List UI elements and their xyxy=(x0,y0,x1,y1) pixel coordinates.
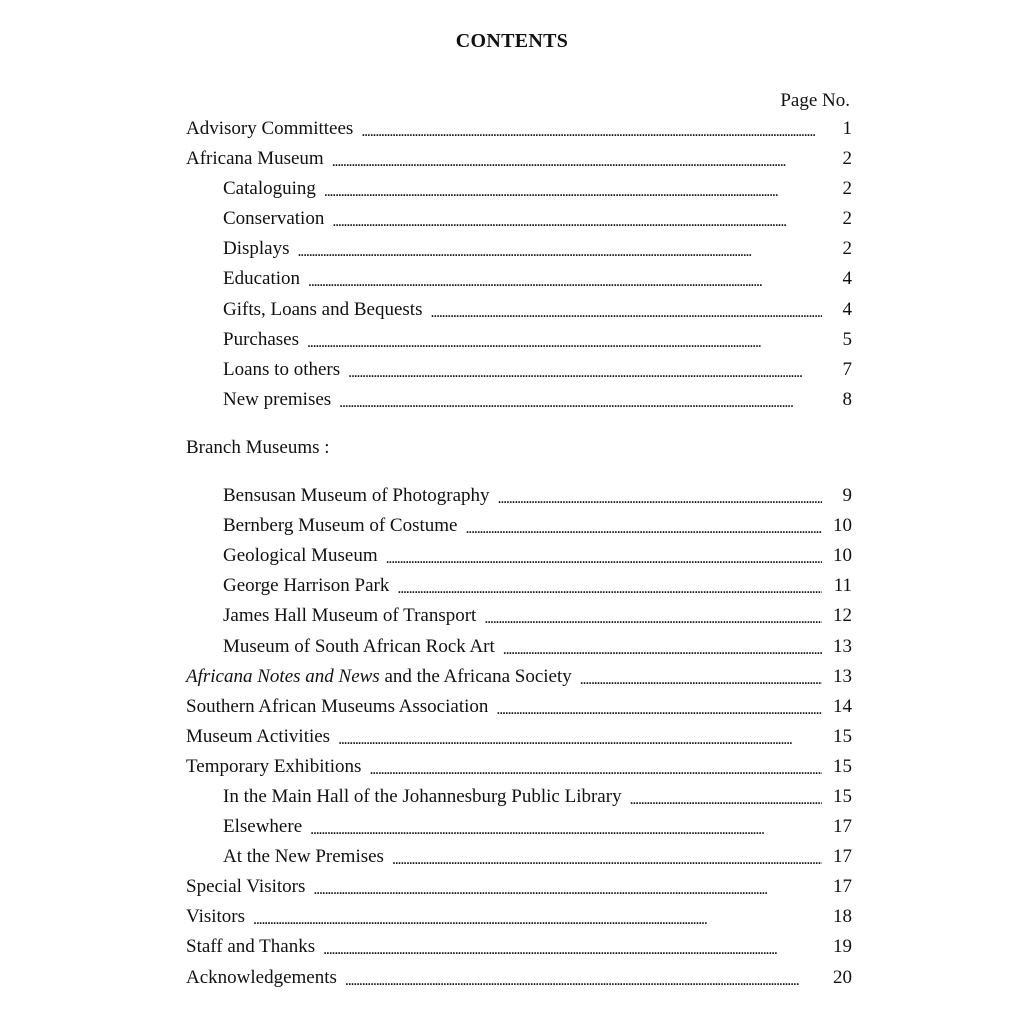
toc-entry-label: In the Main Hall of the Johannesburg Public Library xyxy=(223,785,622,807)
toc-dot-leader xyxy=(339,391,822,410)
toc-entry-label: Museum of South African Rock Art xyxy=(223,635,495,657)
toc-entry[interactable] xyxy=(186,359,852,389)
toc-section-heading-label: Branch Museums : xyxy=(186,436,330,458)
toc-entry-label: Education xyxy=(223,268,301,290)
toc-dot-leader xyxy=(313,878,822,897)
toc-entry-page: 14 xyxy=(833,695,852,717)
toc-dot-leader xyxy=(496,698,822,717)
toc-entry[interactable] xyxy=(186,786,852,816)
toc-entry-page: 13 xyxy=(833,665,852,687)
toc-entry-label: Purchases xyxy=(223,328,299,350)
toc-dot-leader xyxy=(397,577,822,596)
toc-entry-page: 17 xyxy=(833,816,852,838)
toc-entry[interactable] xyxy=(186,148,852,178)
toc-entry-page: 7 xyxy=(842,358,852,380)
toc-entry[interactable] xyxy=(186,816,852,846)
toc-dot-leader xyxy=(323,938,822,957)
toc-entry-label: George Harrison Park xyxy=(223,575,390,597)
toc-entry-page: 8 xyxy=(842,388,852,410)
toc-dot-leader xyxy=(484,607,822,626)
toc-entry-label: Cataloguing xyxy=(223,178,316,200)
toc-entry[interactable] xyxy=(186,636,852,666)
toc-entry-page: 19 xyxy=(833,936,852,958)
toc-entry-page: 9 xyxy=(842,485,852,507)
toc-entry-page: 17 xyxy=(833,846,852,868)
toc-entry[interactable] xyxy=(186,876,852,906)
toc-entry-label: Loans to others xyxy=(223,358,341,380)
toc-entry[interactable] xyxy=(186,389,852,419)
toc-entry[interactable] xyxy=(186,238,852,268)
toc-entry[interactable] xyxy=(186,299,852,329)
toc-entry-label: New premises xyxy=(223,388,332,410)
toc-entry[interactable] xyxy=(186,756,852,786)
toc-entry-page: 12 xyxy=(833,605,852,627)
toc-dot-leader xyxy=(580,668,822,687)
toc-dot-leader xyxy=(630,788,822,807)
toc-entry[interactable] xyxy=(186,515,852,545)
toc-dot-leader xyxy=(348,361,822,380)
toc-entry[interactable] xyxy=(186,178,852,208)
toc-dot-leader xyxy=(332,150,822,169)
toc-dot-leader xyxy=(361,120,822,139)
toc-entry[interactable] xyxy=(186,936,852,966)
toc-entry-label: Bensusan Museum of Photography xyxy=(223,485,490,507)
page-title: CONTENTS xyxy=(455,30,569,52)
toc-dot-leader xyxy=(310,818,822,837)
toc-entry-page: 11 xyxy=(833,575,852,597)
toc-entry-page: 20 xyxy=(833,966,852,988)
toc-entry-label: James Hall Museum of Transport xyxy=(223,605,477,627)
toc-entry-label: Visitors xyxy=(186,906,246,928)
toc-entry[interactable] xyxy=(186,696,852,726)
toc-entry[interactable] xyxy=(186,118,852,148)
toc-entry-page: 10 xyxy=(833,515,852,537)
toc-entry-page: 2 xyxy=(842,208,852,230)
toc-entry-page: 13 xyxy=(833,635,852,657)
toc-dot-leader xyxy=(298,240,823,259)
toc-dot-leader xyxy=(466,517,823,536)
toc-dot-leader xyxy=(338,728,822,747)
toc-dot-leader xyxy=(369,758,822,777)
toc-dot-leader xyxy=(430,301,822,320)
toc-entry-label: Geological Museum xyxy=(223,545,378,567)
toc-entry-page: 2 xyxy=(842,148,852,170)
toc-entry-label-rest: and the Africana Society xyxy=(379,665,572,687)
page-number-column-header: Page No. xyxy=(780,90,850,111)
toc-entry-label: Acknowledgements xyxy=(186,966,337,988)
toc-entry-page: 4 xyxy=(842,268,852,290)
toc-entry[interactable] xyxy=(186,846,852,876)
toc-entry-page: 15 xyxy=(833,725,852,747)
toc-entry-page: 17 xyxy=(833,876,852,898)
toc-entry-label: Museum Activities xyxy=(186,725,331,747)
toc-entry-label: Temporary Exhibitions xyxy=(186,755,362,777)
toc-entry-page: 18 xyxy=(833,906,852,928)
toc-entry-label: Displays xyxy=(223,238,290,260)
toc-entry-page: 1 xyxy=(842,118,852,139)
toc-entry[interactable] xyxy=(186,967,852,997)
toc-entry-page: 5 xyxy=(842,328,852,350)
toc-dot-leader xyxy=(386,547,822,566)
toc-entry-page: 15 xyxy=(833,755,852,777)
toc-entry-label: Africana Museum xyxy=(186,148,324,170)
toc-entry-label: Conservation xyxy=(223,208,325,230)
toc-entry-label: Bernberg Museum of Costume xyxy=(223,515,458,537)
toc-entry-label: At the New Premises xyxy=(223,846,384,868)
toc-entry-label xyxy=(186,666,580,688)
toc-entry-page: 15 xyxy=(833,785,852,807)
toc-entry[interactable] xyxy=(186,575,852,605)
toc-dot-leader xyxy=(498,487,822,506)
toc-dot-leader xyxy=(307,331,822,350)
toc-entry[interactable] xyxy=(186,208,852,238)
toc-entry[interactable] xyxy=(186,268,852,298)
toc-entry[interactable] xyxy=(186,485,852,515)
toc-entry[interactable] xyxy=(186,906,852,936)
toc-dot-leader xyxy=(345,969,822,988)
toc-dot-leader xyxy=(332,210,822,229)
toc-dot-leader xyxy=(392,848,822,867)
toc-entry-label: Special Visitors xyxy=(186,876,306,898)
toc-entry[interactable] xyxy=(186,605,852,635)
toc-entry-page: 2 xyxy=(842,238,852,260)
toc-entry[interactable] xyxy=(186,726,852,756)
toc-entry-page: 2 xyxy=(842,178,852,200)
toc-entry-label: Elsewhere xyxy=(223,816,303,838)
toc-entry-label: Advisory Committees xyxy=(186,118,354,139)
toc-dot-leader xyxy=(308,270,822,289)
toc-entry[interactable] xyxy=(186,545,852,575)
toc-dot-leader xyxy=(503,638,822,657)
toc-dot-leader xyxy=(324,180,822,199)
toc-entry-label: Staff and Thanks xyxy=(186,936,316,958)
toc-dot-leader xyxy=(253,908,822,927)
toc-entry-label: Gifts, Loans and Bequests xyxy=(223,298,423,320)
toc-entry-label: Southern African Museums Association xyxy=(186,695,489,717)
toc-entry[interactable] xyxy=(186,329,852,359)
toc-entry-page: 10 xyxy=(833,545,852,567)
toc-entry-page: 4 xyxy=(842,298,852,320)
toc-section-heading xyxy=(186,437,852,467)
table-of-contents xyxy=(186,118,852,997)
toc-entry-label-italic: Africana Notes and News xyxy=(186,665,380,687)
toc-entry[interactable] xyxy=(186,666,852,696)
